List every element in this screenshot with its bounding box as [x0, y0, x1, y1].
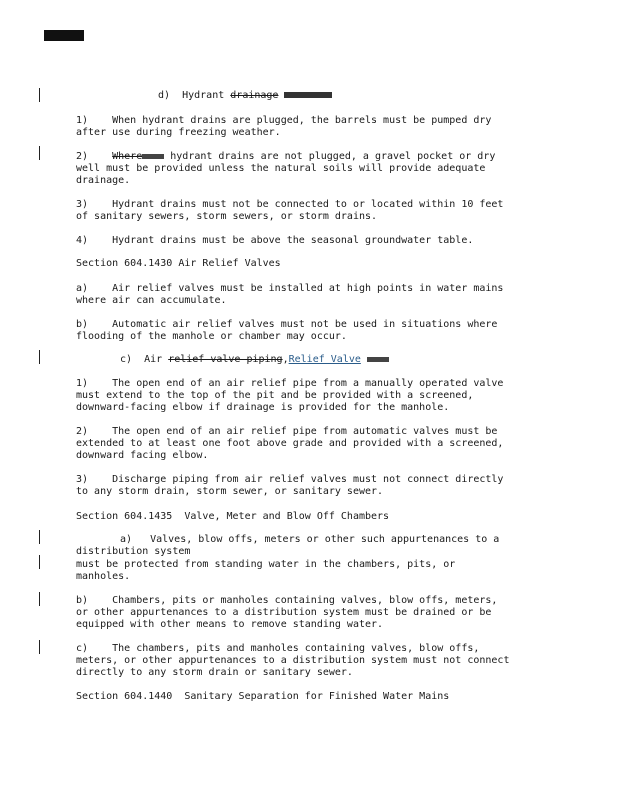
- revision-bar: [39, 350, 40, 364]
- paragraph-line: to any storm drain, storm sewer, or sanitary sewer.: [76, 486, 384, 497]
- redaction-block: [44, 30, 84, 41]
- paragraph-line: where air can accumulate.: [76, 295, 227, 306]
- paragraph-line: equipped with other means to remove standing water.: [76, 619, 384, 630]
- paragraph-line: directly to any storm drain or sanitary sewer.: [76, 667, 353, 678]
- paragraph-line: downward facing elbow.: [76, 450, 209, 461]
- paragraph-line: well must be provided unless the natural soils will provide adequate: [76, 163, 486, 174]
- subsection-heading-c: c) Air relief valve piping,Relief Valve: [120, 354, 389, 366]
- paragraph-line: 4) Hydrant drains must be above the seasonal groundwater table.: [76, 235, 474, 246]
- paragraph-line: 1) The open end of an air relief pipe from a manually operated valve: [76, 378, 504, 389]
- paragraph-line: extended to at least one foot above grade and provided with a screened,: [76, 438, 504, 449]
- paragraph-line: 2) Where hydrant drains are not plugged, a gravel pocket or dry: [76, 151, 496, 162]
- paragraph-line: after use during freezing weather.: [76, 127, 281, 138]
- paragraph-line: 3) Hydrant drains must not be connected to or located within 10 feet: [76, 199, 504, 210]
- paragraph-line: of sanitary sewers, storm sewers, or storm drains.: [76, 211, 378, 222]
- paragraph-line: b) Chambers, pits or manholes containing valves, blow offs, meters,: [76, 595, 498, 606]
- paragraph-line: a) Air relief valves must be installed at high points in water mains: [76, 283, 504, 294]
- paragraph-line: manholes.: [76, 571, 131, 582]
- paragraph-line: downward-facing elbow if drainage is provided for the manhole.: [76, 402, 450, 413]
- paragraph-line: b) Automatic air relief valves must not be used in situations where: [76, 319, 498, 330]
- paragraph-line: flooding of the manhole or chamber may occur.: [76, 331, 347, 342]
- paragraph-line: meters, or other appurtenances to a distribution system must not connect: [76, 655, 510, 666]
- subsection-heading-d: d) Hydrant drainage: [158, 90, 332, 102]
- paragraph-line: a) Valves, blow offs, meters or other such appurtenances to a: [120, 534, 500, 545]
- revision-bar: [39, 530, 40, 544]
- paragraph-line: must extend to the top of the pit and be provided with a screened,: [76, 390, 474, 401]
- paragraph-line: distribution system: [76, 546, 191, 557]
- revision-bar: [39, 146, 40, 160]
- paragraph-line: c) The chambers, pits and manholes containing valves, blow offs,: [76, 643, 480, 654]
- paragraph-line: drainage.: [76, 175, 131, 186]
- section-heading: Section 604.1435 Valve, Meter and Blow Off Chambers: [76, 511, 390, 522]
- revision-bar: [39, 555, 40, 569]
- revision-bar: [39, 592, 40, 606]
- paragraph-line: must be protected from standing water in the chambers, pits, or: [76, 559, 456, 570]
- paragraph-line: 1) When hydrant drains are plugged, the barrels must be pumped dry: [76, 115, 492, 126]
- paragraph-line: or other appurtenances to a distribution system must be drained or be: [76, 607, 492, 618]
- revision-bar: [39, 88, 40, 102]
- revision-bar: [39, 640, 40, 654]
- section-heading: Section 604.1440 Sanitary Separation for Finished Water Mains: [76, 691, 450, 702]
- section-heading: Section 604.1430 Air Relief Valves: [76, 258, 281, 269]
- paragraph-line: 3) Discharge piping from air relief valves must not connect directly: [76, 474, 504, 485]
- paragraph-line: 2) The open end of an air relief pipe from automatic valves must be: [76, 426, 498, 437]
